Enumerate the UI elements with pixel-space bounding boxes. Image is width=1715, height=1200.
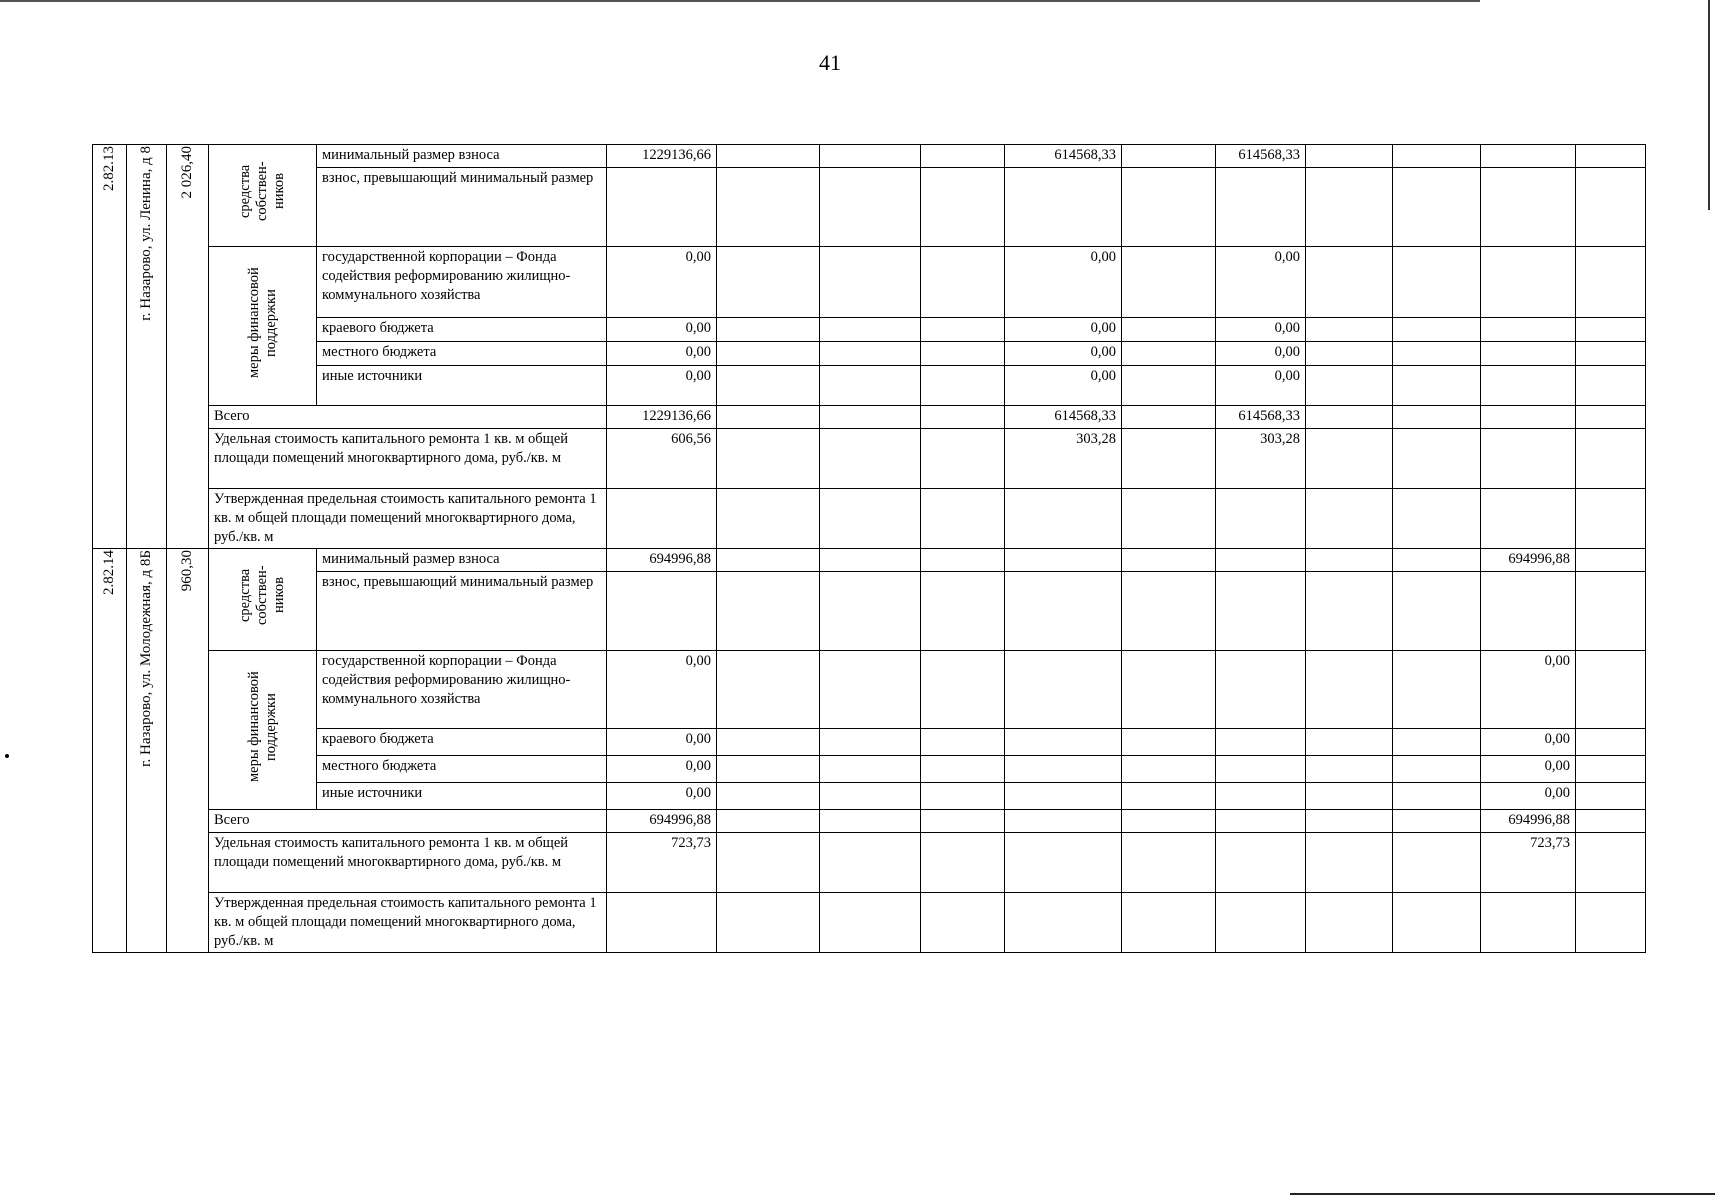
support-group (209, 651, 317, 810)
record-number: 2.82.14 (101, 550, 117, 595)
row-label-regional: краевого бюджета (317, 729, 607, 756)
table-row (93, 810, 1646, 833)
scan-edge-top (0, 0, 1480, 2)
cell-value: 0,00 (1216, 365, 1306, 405)
scan-edge-right (1708, 0, 1710, 210)
table-row (93, 489, 1646, 549)
record-address-cell (127, 145, 167, 549)
cell-value: 0,00 (1481, 783, 1576, 810)
record-area: 2 026,40 (179, 146, 195, 199)
row-label-total: Всего (209, 406, 607, 429)
cell-total: 0,00 (607, 365, 717, 405)
row-label-unit-cost: Удельная стоимость капитального ремонта 1 кв. м общей площади помещений многоквартирного дома, руб./кв. м (209, 429, 607, 489)
table-row (93, 833, 1646, 893)
cell-total: 0,00 (607, 756, 717, 783)
row-label-fund: государственной корпорации – Фонда содействия реформированию жилищно-коммунального хозяйства (317, 247, 607, 318)
row-label-min-fee: минимальный размер взноса (317, 145, 607, 168)
cell-total: 0,00 (607, 783, 717, 810)
row-label-other: иные источники (317, 783, 607, 810)
cell-value: 614568,33 (1005, 145, 1122, 168)
table-row (93, 145, 1646, 168)
table-row (93, 549, 1646, 572)
support-group (209, 247, 317, 406)
row-label-local: местного бюджета (317, 756, 607, 783)
row-label-unit-cost: Удельная стоимость капитального ремонта 1 кв. м общей площади помещений многоквартирного дома, руб./кв. м (209, 833, 607, 893)
table-row (93, 317, 1646, 341)
table-row (93, 341, 1646, 365)
row-label-regional: краевого бюджета (317, 317, 607, 341)
support-label: меры финансовой поддержки (245, 267, 279, 379)
cell-value: 0,00 (1005, 317, 1122, 341)
table-row (93, 572, 1646, 651)
own-funds-group (209, 145, 317, 247)
cell-total: 606,56 (607, 429, 717, 489)
record-number-cell (93, 145, 127, 549)
row-label-local: местного бюджета (317, 341, 607, 365)
table-row (93, 729, 1646, 756)
cell-value: 694996,88 (1481, 549, 1576, 572)
table-row (93, 756, 1646, 783)
record-address-cell (127, 549, 167, 953)
cell-value: 0,00 (1216, 247, 1306, 318)
cell-total: 0,00 (607, 651, 717, 729)
own-funds-group (209, 549, 317, 651)
row-label-other: иные источники (317, 365, 607, 405)
cell-value: 0,00 (1216, 341, 1306, 365)
table-row (93, 365, 1646, 405)
cell-value: 0,00 (1481, 729, 1576, 756)
cell-value: 303,28 (1005, 429, 1122, 489)
row-label-limit-cost: Утвержденная предельная стоимость капитального ремонта 1 кв. м общей площади помещений многоквартирного дома, руб./кв. м (209, 489, 607, 549)
cell-value: 0,00 (1005, 247, 1122, 318)
support-label: меры финансовой поддержки (245, 671, 279, 783)
table-row (93, 168, 1646, 247)
cell-value: 614568,33 (1216, 406, 1306, 429)
record-address: г. Назарово, ул. Молодежная, д 8Б (138, 550, 154, 767)
cell-value: 303,28 (1216, 429, 1306, 489)
record-area: 960,30 (179, 550, 195, 592)
cell-value: 0,00 (1005, 365, 1122, 405)
cell-total: 0,00 (607, 341, 717, 365)
page-number: 41 (819, 50, 841, 75)
record-number-cell (93, 549, 127, 953)
cell-total: 0,00 (607, 729, 717, 756)
scan-edge-bottom (1290, 1193, 1715, 1195)
cell-value: 0,00 (1481, 756, 1576, 783)
cell-total: 1229136,66 (607, 406, 717, 429)
table-row (93, 247, 1646, 318)
scan-speck (5, 754, 9, 758)
own-funds-label: средства собствен-ников (237, 161, 287, 221)
cell-total: 694996,88 (607, 810, 717, 833)
record-area-cell (167, 145, 209, 549)
cell-value: 0,00 (1481, 651, 1576, 729)
record-number: 2.82.13 (101, 146, 117, 191)
cell-value: 614568,33 (1005, 406, 1122, 429)
cell-total: 0,00 (607, 247, 717, 318)
row-label-over-min: взнос, превышающий минимальный размер (317, 572, 607, 651)
own-funds-label: средства собствен-ников (237, 565, 287, 625)
capital-repair-table (92, 144, 1646, 953)
row-label-limit-cost: Утвержденная предельная стоимость капитального ремонта 1 кв. м общей площади помещений многоквартирного дома, руб./кв. м (209, 893, 607, 953)
record-address: г. Назарово, ул. Ленина, д 8 (138, 146, 154, 321)
row-label-total: Всего (209, 810, 607, 833)
cell-value: 694996,88 (1481, 810, 1576, 833)
cell-total: 1229136,66 (607, 145, 717, 168)
table-row (93, 783, 1646, 810)
cell-value: 0,00 (1005, 341, 1122, 365)
cell-total: 0,00 (607, 317, 717, 341)
row-label-min-fee: минимальный размер взноса (317, 549, 607, 572)
table-row (93, 429, 1646, 489)
record-area-cell (167, 549, 209, 953)
row-label-over-min: взнос, превышающий минимальный размер (317, 168, 607, 247)
cell-value: 723,73 (1481, 833, 1576, 893)
table-row (93, 406, 1646, 429)
table-row (93, 893, 1646, 953)
table-row (93, 651, 1646, 729)
cell-value: 0,00 (1216, 317, 1306, 341)
cell-value: 614568,33 (1216, 145, 1306, 168)
cell-total: 694996,88 (607, 549, 717, 572)
cell-total: 723,73 (607, 833, 717, 893)
row-label-fund: государственной корпорации – Фонда содействия реформированию жилищно-коммунального хозяйства (317, 651, 607, 729)
